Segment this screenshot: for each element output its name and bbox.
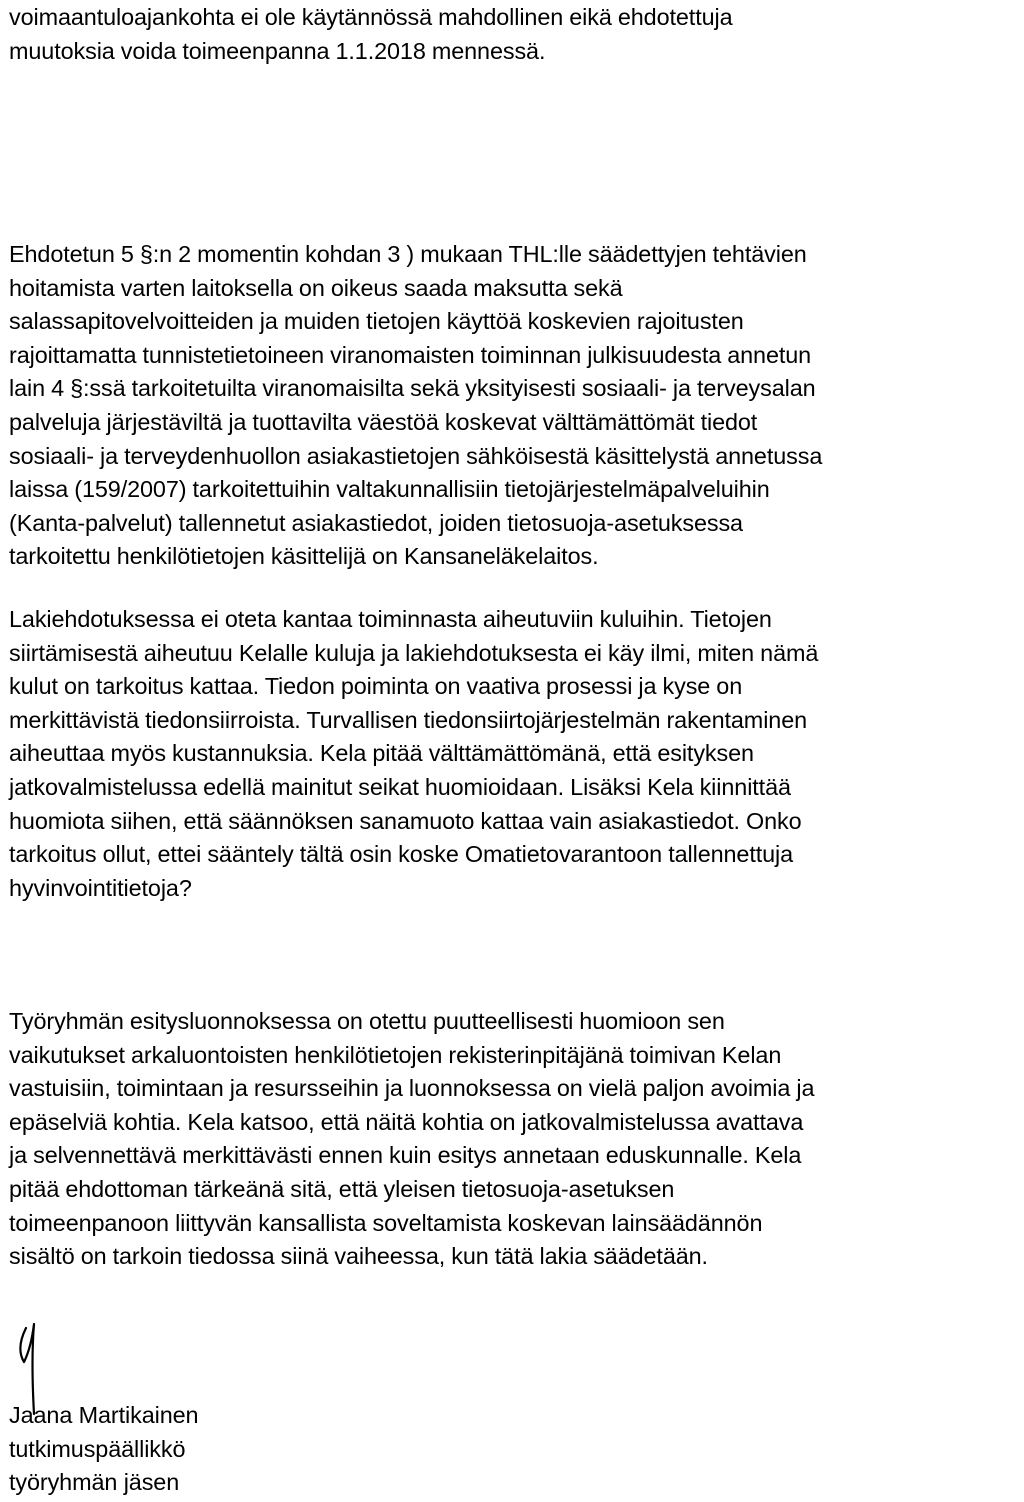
signatory-role: työryhmän jäsen — [9, 1469, 180, 1496]
text-line: tarkoitus ollut, ettei sääntely tältä osin koske Omatietovarantoon tallennettuja — [9, 841, 794, 868]
signatory-name: Jaana Martikainen — [9, 1402, 199, 1428]
text-line: Lakiehdotuksessa ei oteta kantaa toiminnasta aiheutuviin kuluihin. Tietojen — [9, 606, 772, 632]
text-line: tarkoitettu henkilötietojen käsittelijä on Kansaneläkelaitos. — [9, 543, 599, 570]
text-line: toimeenpanoon liittyvän kansallista soveltamista koskevan lainsäädännön — [9, 1209, 763, 1236]
text-line: Työryhmän esitysluonnoksessa on otettu puutteellisesti huomioon sen — [9, 1008, 725, 1034]
text-line: Ehdotetun 5 §:n 2 momentin kohdan 3 ) mukaan THL:lle säädettyjen tehtävien — [9, 241, 807, 267]
text-line: vaikutukset arkaluontoisten henkilötietojen rekisterinpitäjänä toimivan Kelan — [9, 1041, 782, 1068]
signature-block — [9, 1399, 198, 1500]
text-line: muutoksia voida toimeenpanna 1.1.2018 mennessä. — [9, 37, 546, 64]
signatory-title: tutkimuspäällikkö — [9, 1435, 186, 1462]
paragraph-costs — [9, 603, 1019, 905]
text-line: kulut on tarkoitus kattaa. Tiedon poiminta on vaativa prosessi ja kyse on — [9, 673, 743, 700]
text-line: merkittävistä tiedonsiirroista. Turvallisen tiedonsiirtojärjestelmän rakentaminen — [9, 706, 808, 733]
text-line: hoitamista varten laitoksella on oikeus saada maksutta sekä — [9, 274, 623, 301]
text-line: laissa (159/2007) tarkoitettuihin valtakunnallisiin tietojärjestelmäpalveluihin — [9, 476, 770, 503]
text-line: vastuisiin, toimintaan ja resursseihin ja luonnoksessa on vielä paljon avoimia ja — [9, 1075, 815, 1102]
text-line: voimaantuloajankohta ei ole käytännössä mahdollinen eikä ehdotettuja — [9, 4, 733, 30]
text-line: salassapitovelvoitteiden ja muiden tietojen käyttöä koskevien rajoitusten — [9, 308, 744, 335]
text-line: ja selvennettävä merkittävästi ennen kuin esitys annetaan eduskunnalle. Kela — [9, 1142, 802, 1169]
text-line: palveluja järjestäviltä ja tuottavilta väestöä koskevat välttämättömät tiedot — [9, 408, 758, 435]
text-line: rajoittamatta tunnistetietoineen viranomaisten toiminnan julkisuudesta annetun — [9, 341, 812, 368]
text-line: sisältö on tarkoin tiedossa siinä vaiheessa, kun tätä lakia säädetään. — [9, 1243, 708, 1270]
text-line: epäselviä kohtia. Kela katsoo, että näitä kohtia on jatkovalmistelussa avattava — [9, 1108, 804, 1135]
text-line: (Kanta-palvelut) tallennetut asiakastiedot, joiden tietosuoja-asetuksessa — [9, 509, 743, 536]
text-line: jatkovalmistelussa edellä mainitut seikat huomioidaan. Lisäksi Kela kiinnittää — [9, 773, 791, 800]
text-line: lain 4 §:ssä tarkoitetuilta viranomaisilta sekä yksityisesti sosiaali- ja terveysalan — [9, 375, 816, 402]
text-line: hyvinvointitietoja? — [9, 874, 192, 901]
paragraph-section-5 — [9, 238, 1019, 574]
text-line: siirtämisestä aiheutuu Kelalle kuluja ja lakiehdotuksesta ei käy ilmi, miten nämä — [9, 639, 819, 666]
text-line: sosiaali- ja terveydenhuollon asiakastietojen sähköisestä käsittelystä annetussa — [9, 442, 823, 469]
paragraph-conclusion — [9, 1005, 1019, 1274]
text-line: aiheuttaa myös kustannuksia. Kela pitää välttämättömänä, että esityksen — [9, 740, 754, 767]
text-line: pitää ehdottoman tärkeänä sitä, että yleisen tietosuoja-asetuksen — [9, 1175, 675, 1202]
paragraph-intro — [9, 1, 1019, 68]
text-line: huomiota siihen, että säännöksen sanamuoto kattaa vain asiakastiedot. Onko — [9, 807, 802, 834]
